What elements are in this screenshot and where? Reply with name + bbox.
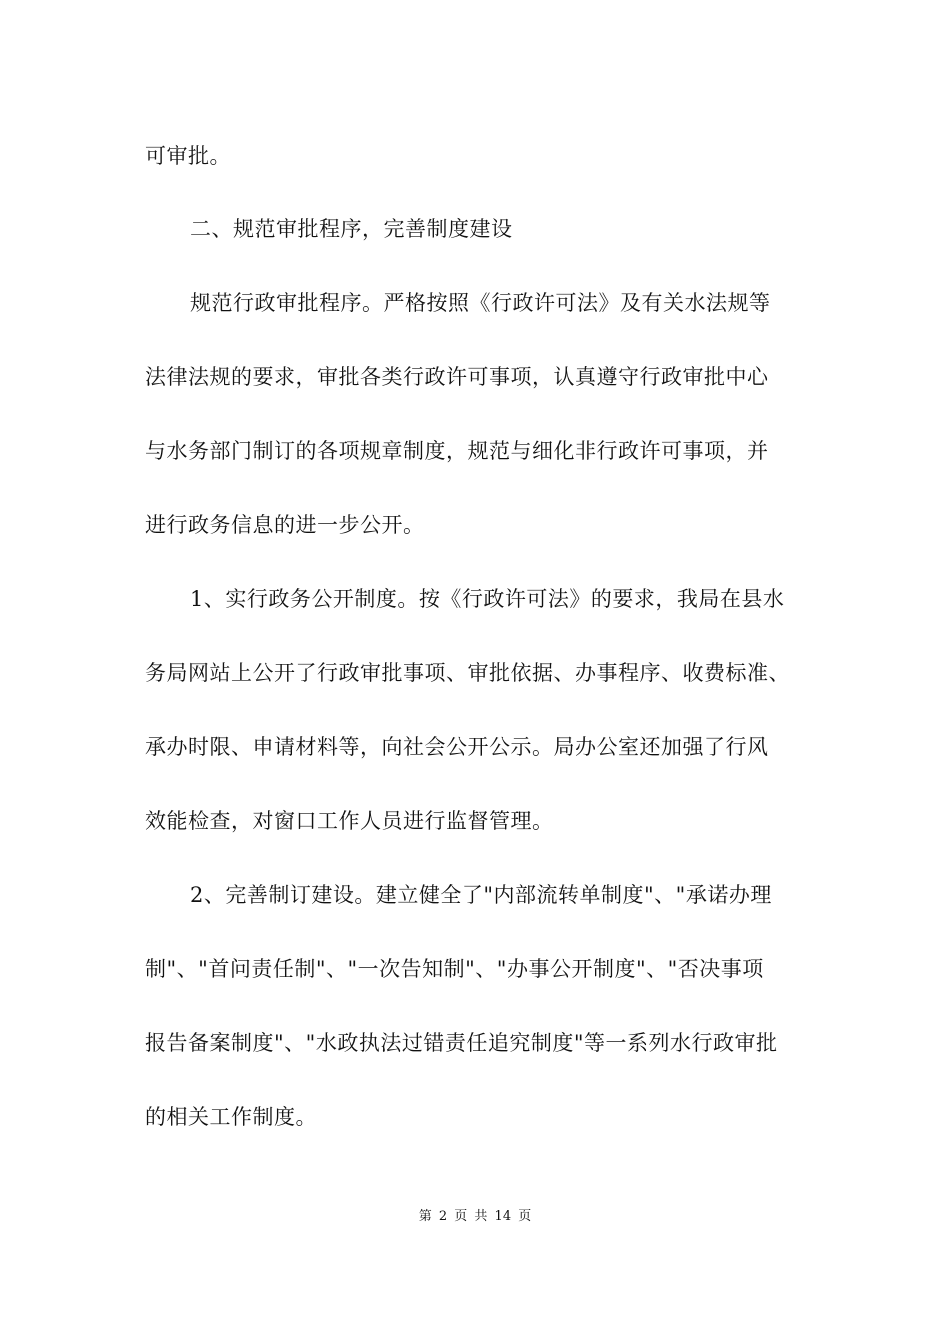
text-line: 的相关工作制度。 [145,1105,317,1129]
text-line: 1、实行政务公开制度。按《行政许可法》的要求，我局在县水 [190,587,785,611]
section-heading: 二、规范审批程序，完善制度建设 [190,217,513,241]
text-line: 制"、"首问责任制"、"一次告知制"、"办事公开制度"、"否决事项 [145,957,764,981]
text-line: 2、完善制订建设。建立健全了"内部流转单制度"、"承诺办理 [190,883,772,907]
page-number-footer: 第 2 页 共 14 页 [418,1209,532,1224]
text-line: 与水务部门制订的各项规章制度，规范与细化非行政许可事项，并 [145,439,769,463]
text-line: 务局网站上公开了行政审批事项、审批依据、办事程序、收费标准、 [145,661,790,685]
text-line: 规范行政审批程序。严格按照《行政许可法》及有关水法规等 [190,291,771,315]
text-line: 进行政务信息的进一步公开。 [145,513,425,537]
text-line: 报告备案制度"、"水政执法过错责任追究制度"等一系列水行政审批 [145,1031,778,1055]
text-line: 可审批。 [145,144,231,168]
text-line: 法律法规的要求，审批各类行政许可事项，认真遵守行政审批中心 [145,365,769,389]
text-line: 效能检查，对窗口工作人员进行监督管理。 [145,809,554,833]
text-line: 承办时限、申请材料等，向社会公开公示。局办公室还加强了行风 [145,735,769,759]
